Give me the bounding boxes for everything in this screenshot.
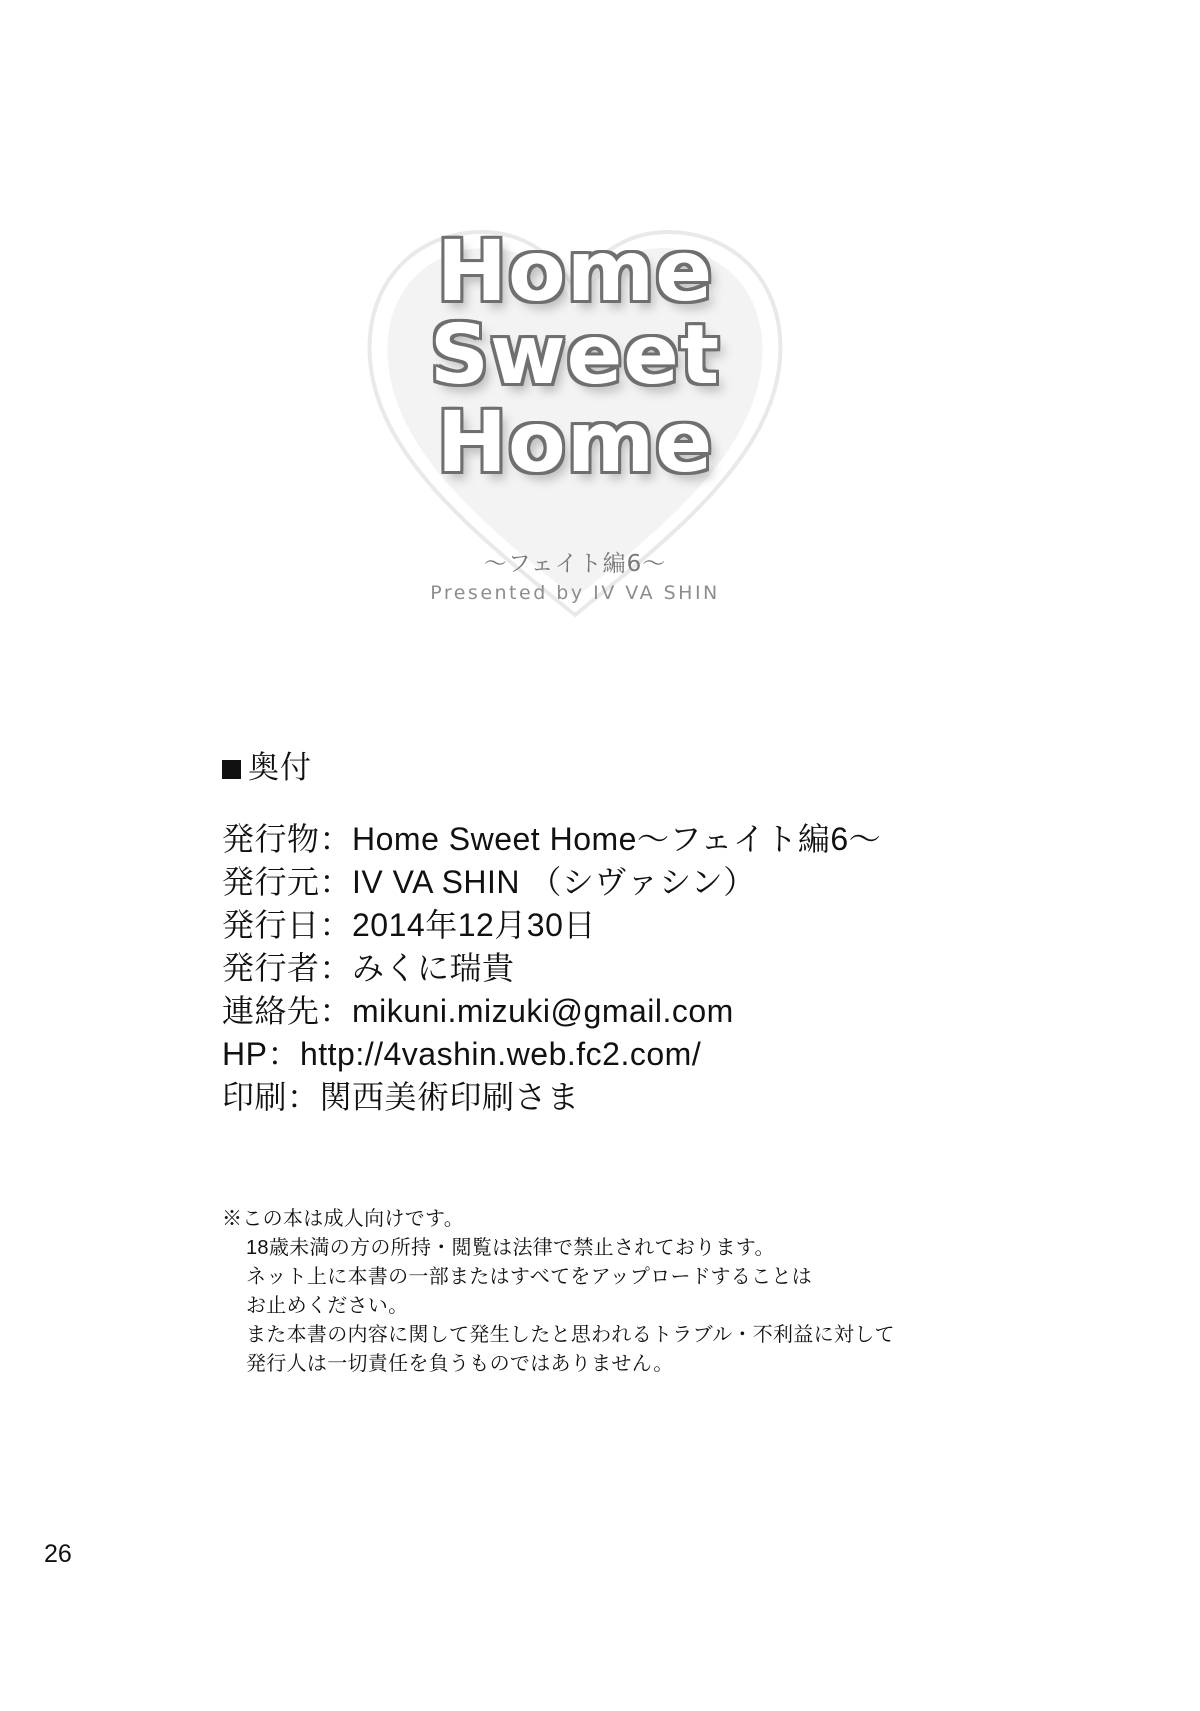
notice-line-3: ネット上に本書の一部またはすべてをアップロードすることは <box>246 1266 812 1288</box>
notice-line-5: また本書の内容に関して発生したと思われるトラブル・不利益に対して <box>246 1324 895 1346</box>
title-logo <box>350 220 800 650</box>
notice-line-2: 18歳未満の方の所持・閲覧は法律で禁止されております。 <box>246 1237 775 1259</box>
adult-content-notice <box>222 1205 1042 1379</box>
colophon-list <box>222 818 1022 1119</box>
logo-line-2: Sweet <box>429 308 721 404</box>
logo-subtitle: 〜フェイト編6〜 <box>483 551 667 577</box>
logo-line-3: Home <box>436 392 714 491</box>
page-number: 26 <box>44 1540 72 1568</box>
square-bullet-icon <box>222 760 241 779</box>
colophon-heading-label: 奥付 <box>248 750 312 785</box>
logo-wordmark <box>350 222 800 491</box>
colophon-item-contact: 連絡先：mikuni.mizuki@gmail.com <box>222 993 734 1029</box>
colophon-item-author: 発行者：みくに瑞貴 <box>222 950 515 986</box>
notice-line-6: 発行人は一切責任を負うものではありません。 <box>246 1353 674 1375</box>
notice-line-4: お止めください。 <box>246 1295 409 1317</box>
logo-presented-by: Presented by IV VA SHIN <box>430 582 720 604</box>
colophon-item-title: 発行物：Home Sweet Home〜フェイト編6〜 <box>222 821 882 857</box>
logo-line-1: Home <box>436 222 714 320</box>
colophon-item-homepage: HP：http://4vashin.web.fc2.com/ <box>222 1036 702 1072</box>
colophon-item-date: 発行日：2014年12月30日 <box>222 907 596 943</box>
colophon-item-printer: 印刷：関西美術印刷さま <box>222 1079 580 1115</box>
colophon-heading <box>222 742 312 787</box>
colophon-item-publisher: 発行元：IV VA SHIN （シヴァシン） <box>222 864 756 900</box>
notice-line-1: ※この本は成人向けです。 <box>222 1208 464 1230</box>
